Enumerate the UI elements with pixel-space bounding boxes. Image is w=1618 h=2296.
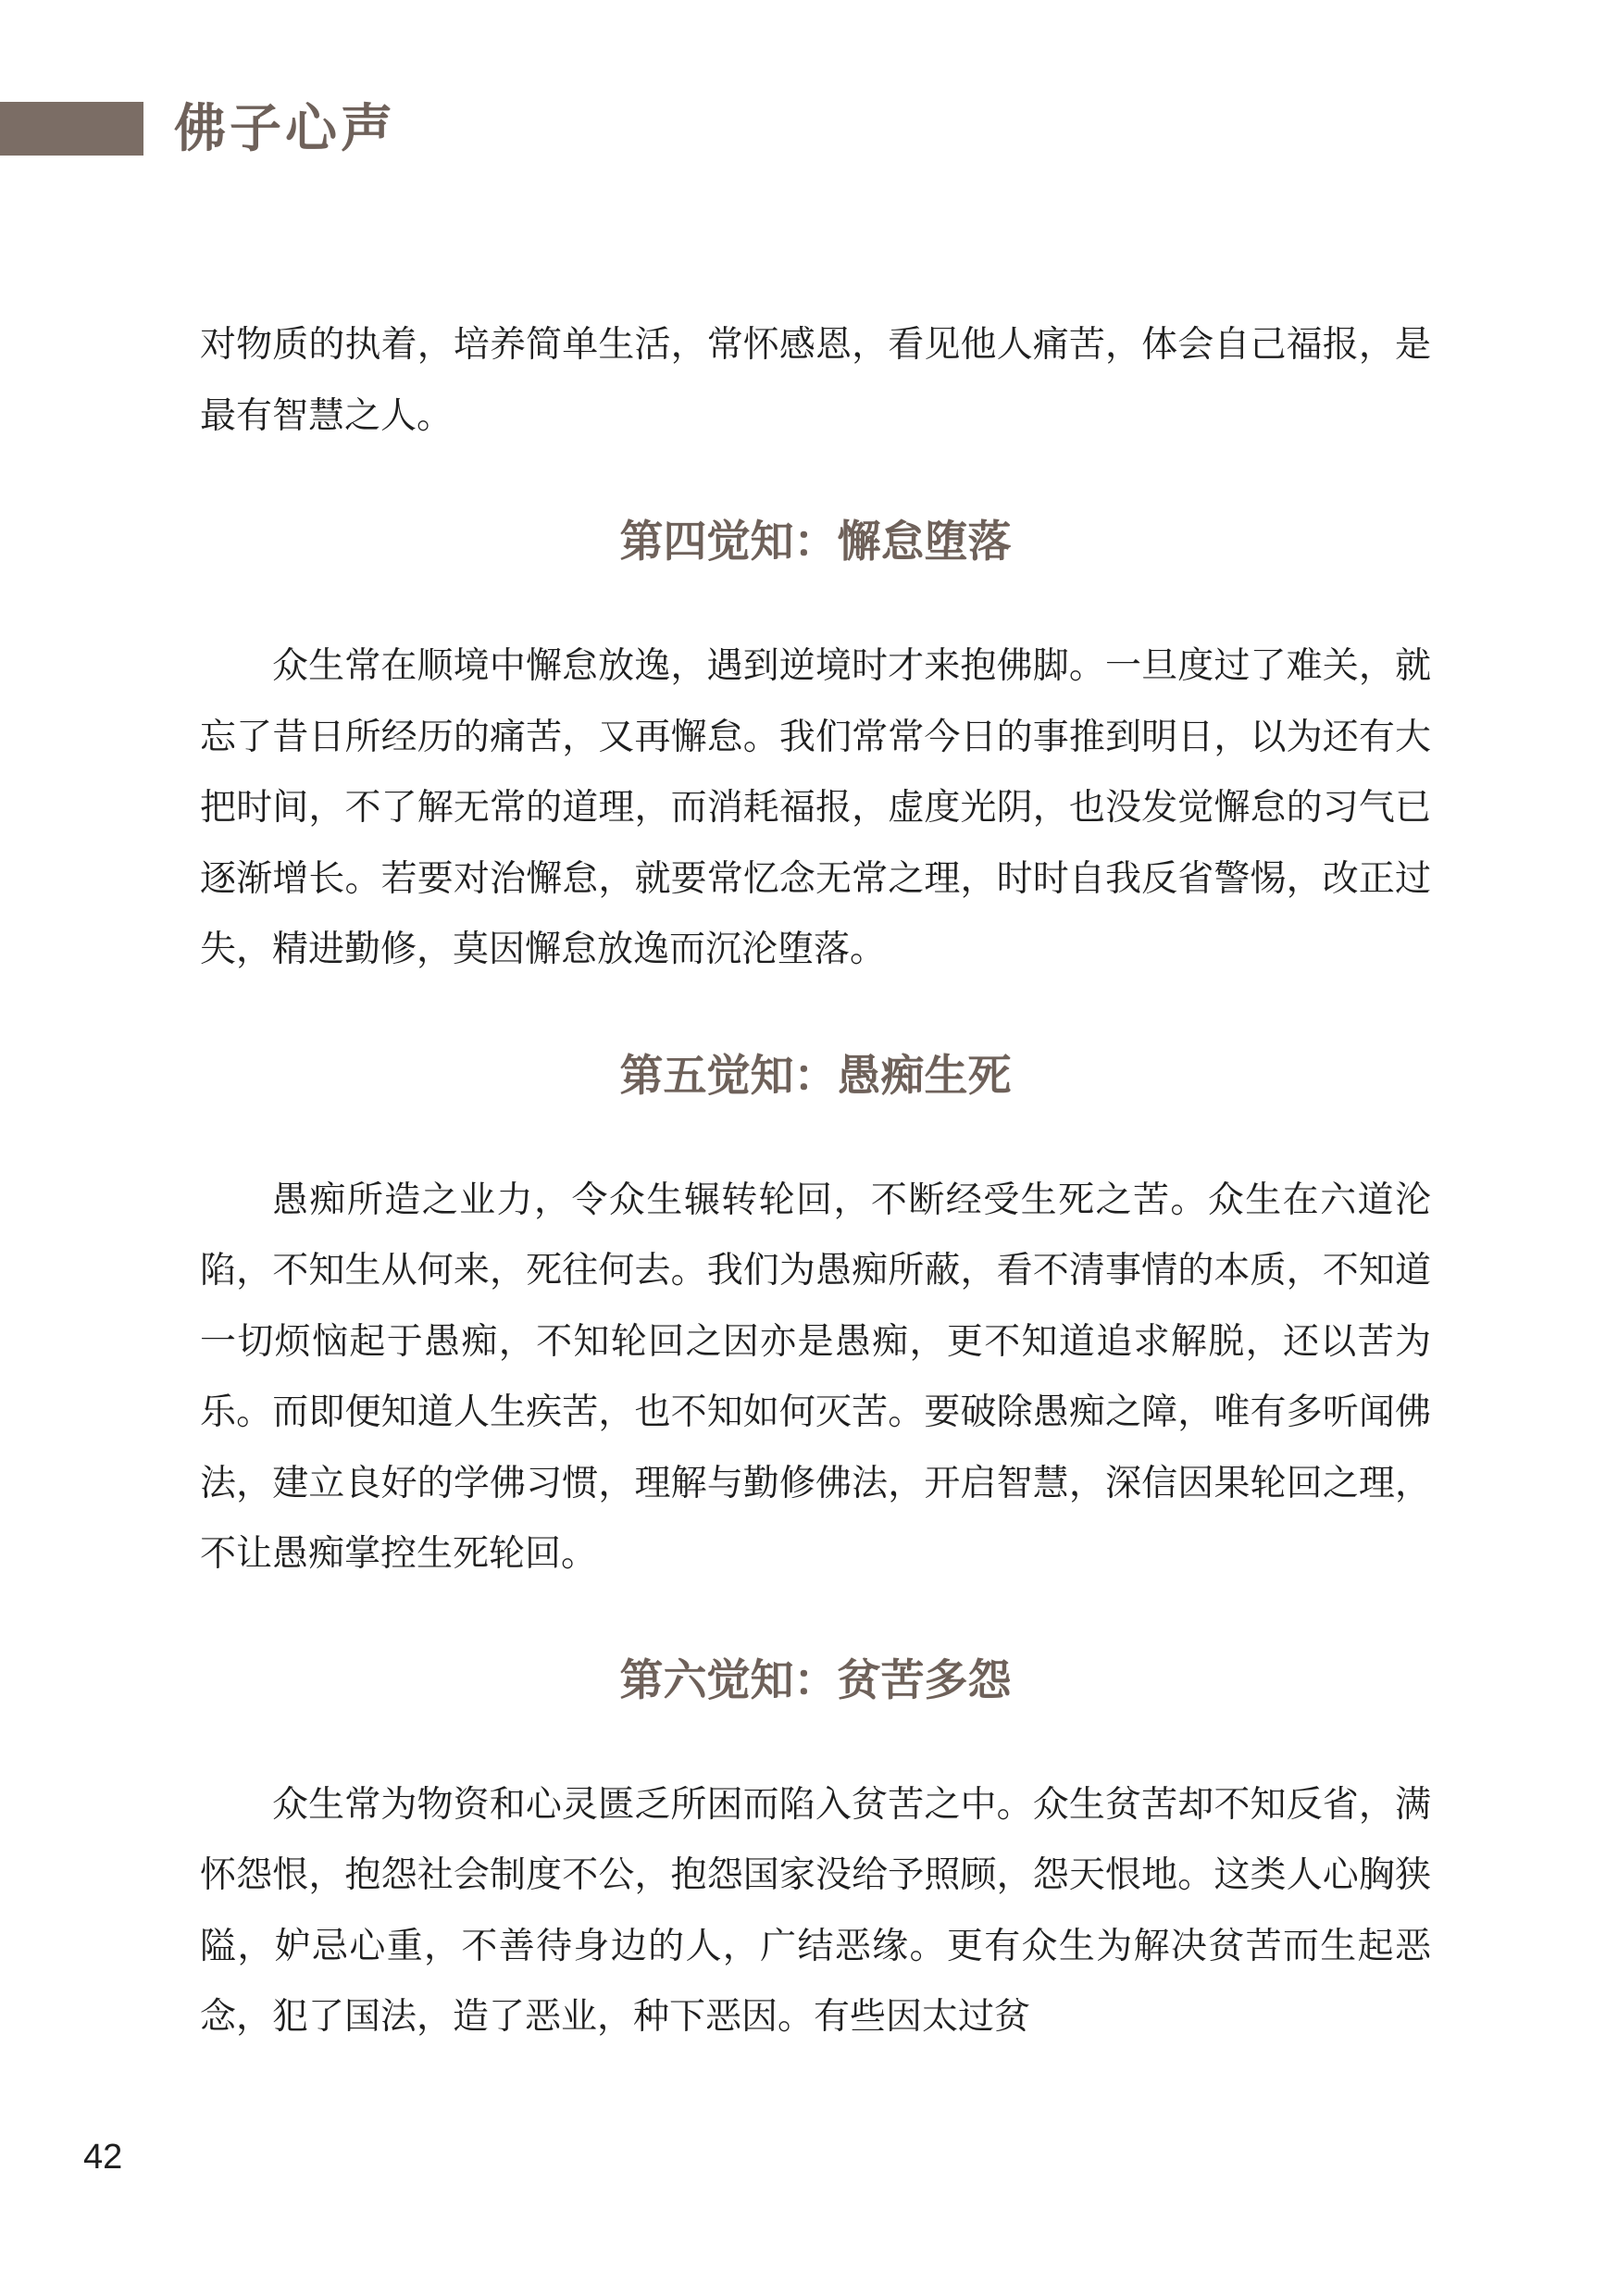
continued-paragraph: 对物质的执着，培养简单生活，常怀感恩，看见他人痛苦，体会自己福报，是最有智慧之人。 <box>200 324 1431 437</box>
section-paragraph-fourth: 众生常在顺境中懈怠放逸，遇到逆境时才来抱佛脚。一旦度过了难关，就忘了昔日所经历的痛苦，又再懈怠。我们常常今日的事推到明日，以为还有大把时间，不了解无常的道理，而消耗福报，虚度光阴，也没发觉懈怠的习气已逐渐增长。若要对治懈怠，就要常忆念无常之理，时时自我反省警惕，改正过失，精进勤修，莫因懈怠放逸而沉沦堕落。 <box>200 645 1431 970</box>
section-paragraph-sixth: 众生常为物资和心灵匮乏所困而陷入贫苦之中。众生贫苦却不知反省，满怀怨恨，抱怨社会制度不公，抱怨国家没给予照顾，怨天恨地。这类人心胸狭隘，妒忌心重，不善待身边的人，广结恶缘。更有众生为解决贫苦而生起恶念，犯了国法，造了恶业，种下恶因。有些因太过贫 <box>200 1783 1431 2038</box>
section-heading-fifth: 第五觉知：愚痴生死 <box>619 1050 1012 1102</box>
book-title: 佛子心声 <box>174 99 396 159</box>
section-heading-sixth: 第六觉知：贫苦多怨 <box>619 1654 1012 1706</box>
header-accent-bar <box>0 102 143 156</box>
section-heading-fourth: 第四觉知：懈怠堕落 <box>619 517 1012 568</box>
section-paragraph-fifth: 愚痴所造之业力，令众生辗转轮回，不断经受生死之苦。众生在六道沦陷，不知生从何来，死往何去。我们为愚痴所蔽，看不清事情的本质，不知道一切烦恼起于愚痴，不知轮回之因亦是愚痴，更不知道追求解脱，还以苦为乐。而即便知道人生疾苦，也不知如何灭苦。要破除愚痴之障，唯有多听闻佛法，建立良好的学佛习惯，理解与勤修佛法，开启智慧，深信因果轮回之理，不让愚痴掌控生死轮回。 <box>200 1179 1431 1575</box>
page-content <box>200 310 1431 2053</box>
page-number: 42 <box>83 2138 123 2177</box>
